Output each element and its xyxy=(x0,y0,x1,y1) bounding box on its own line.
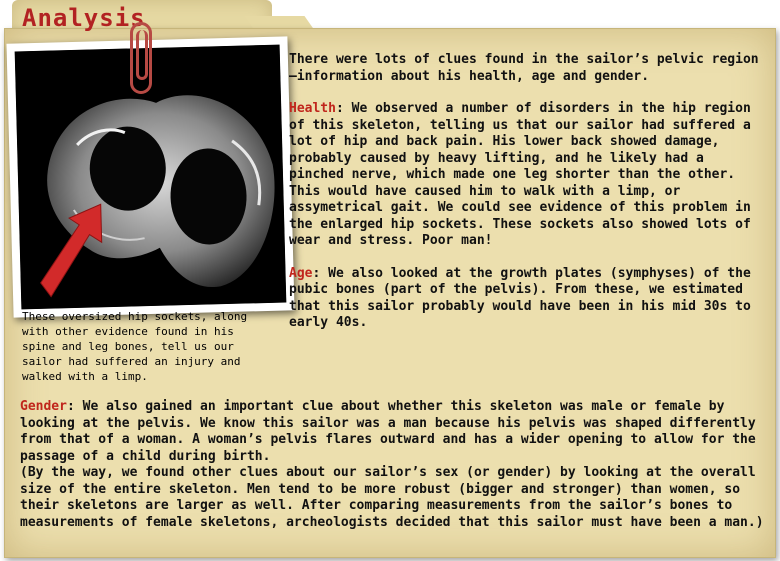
gender-note: (By the way, we found other clues about our sailor’s sex (or gender) by looking at the overall size of the entire skeleton. Men tend to be more robust (bigger and stronger) than women, so their skeletons are larger as well. After comparing measurements from the sailor’s bones to measurements of female skeletons, archeologists decided that this sailor must have been a man.) xyxy=(20,465,764,530)
gender-section xyxy=(20,399,765,531)
page-title: Analysis xyxy=(22,4,146,32)
gender-label: Gender xyxy=(20,399,67,414)
gender-text: : We also gained an important clue about whether this skeleton was male or female by looking at the pelvis. We know this sailor was a man because his pelvis was shaped differently from that of a woman. A woman’s pelvis flares outward and has a wider opening to allow for the passage of a child during birth. xyxy=(20,399,756,464)
intro-paragraph: There were lots of clues found in the sailor’s pelvic region—information about his health, age and gender. xyxy=(289,52,759,84)
paperclip-inner xyxy=(136,30,148,80)
health-label: Health xyxy=(289,101,336,116)
health-paragraph xyxy=(289,101,759,250)
health-text: : We observed a number of disorders in the hip region of this skeleton, telling us that our sailor had suffered a lot of hip and back pain. His lower back showed damage, probably caused by heavy lifting, and he likely had a pinched nerve, which made one leg shorter than the other. This would have caused him to walk with a limp, or assymetrical gait. We could see evidence of this problem in the enlarged hip sockets. These sockets also showed lots of wear and stress. Poor man! xyxy=(289,101,751,248)
age-paragraph xyxy=(289,266,759,332)
gender-paragraph xyxy=(20,399,765,465)
photo-caption: These oversized hip sockets, along with other evidence found in his spine and leg bones, tell us our sailor had suffered an injury and walked with a limp. xyxy=(22,310,248,383)
age-label: Age xyxy=(289,265,313,281)
analysis-text-column xyxy=(289,52,759,348)
age-text: : We also looked at the growth plates (symphyses) of the pubic bones (part of the pelvis). From these, we estimated that this sailor probably would have been in his mid 30s to early 40s. xyxy=(289,265,751,330)
